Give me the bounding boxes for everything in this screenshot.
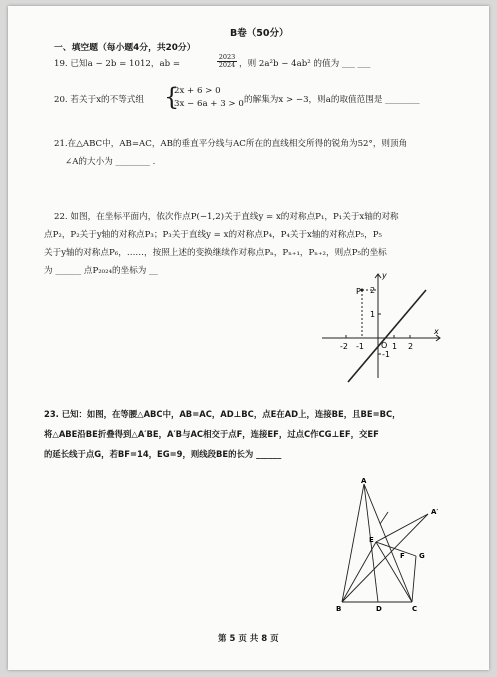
segment-a-prime-b xyxy=(342,514,428,602)
point-p-label: P xyxy=(356,287,361,296)
q19-frac-numerator: 2023 xyxy=(218,53,236,61)
annotation-mark xyxy=(380,512,388,524)
section-title: 一、填空题（每小题4分，共20分） xyxy=(54,43,196,53)
question-23-line-3 xyxy=(44,449,281,460)
q19-frac-denominator: 2024 xyxy=(218,61,236,69)
y-tick-label-neg1: -1 xyxy=(382,350,390,359)
label-e: E xyxy=(369,536,374,544)
label-d: D xyxy=(376,605,382,613)
q19-text-a: 已知a − 2b = 1012，ab = xyxy=(70,59,181,69)
q20-answer-blank[interactable]: ________ xyxy=(385,95,420,105)
label-a-prime: A′ xyxy=(431,508,439,516)
q19-text-b-line xyxy=(239,59,370,70)
q23-answer-blank[interactable]: ______ xyxy=(256,449,282,459)
segment-ab xyxy=(342,484,364,602)
y-tick-label-1: 1 xyxy=(370,310,376,319)
x-tick-label-neg2: -2 xyxy=(340,342,348,351)
line-y-equals-x xyxy=(348,290,426,382)
q23-text: 的延长线于点G，若BF=14，EG=9，则线段BE的长为 xyxy=(44,449,254,459)
label-b: B xyxy=(336,605,342,613)
y-axis-label: y xyxy=(382,271,387,280)
question-22-line-2: 点P₂，P₂关于y轴的对称点P₃；P₃关于直线y = x的对称点P₄，P₄关于x轴的对称点P₅，P₅ xyxy=(44,230,382,240)
q20-system-line-2: 3x − 6a + 3 > 0 xyxy=(174,99,244,109)
question-22-line-1: 22. 如图，在坐标平面内，依次作点P(−1,2)关于直线y = x的对称点P₁，P₁关于x轴的对称 xyxy=(54,212,399,222)
question-23-line-2: 将△ABE沿BE折叠得到△A′BE，A′B与AC相交于点F，连接EF，过点C作CG⊥EF，交EF xyxy=(44,429,379,439)
q22-text-a: 为 xyxy=(44,266,53,276)
segment-eg xyxy=(376,542,416,556)
label-g: G xyxy=(419,552,425,560)
q19-number: 19. xyxy=(54,59,68,69)
question-21-line-2 xyxy=(65,157,155,168)
page-footer: 第 5 页 共 8 页 xyxy=(218,634,279,644)
section-header: B卷（50分） xyxy=(230,28,289,39)
label-a: A xyxy=(361,477,367,485)
question-22-line-4 xyxy=(44,266,158,277)
q19-text-b: ，则 2a²b − 4ab² 的值为 xyxy=(239,59,340,69)
q20-brace: { xyxy=(164,83,180,111)
question-21-line-1: 21.在△ABC中，AB=AC，AB的垂直平分线与AC所在的直线相交所得的锐角为52°，则顶角 xyxy=(54,139,408,149)
question-22-line-3: 关于y轴的对称点P₆，……，按照上述的变换继续作对称点Pₙ，Pₙ₊₁，Pₙ₊₂，则点P₅的坐标 xyxy=(44,248,387,258)
q20-number: 20. xyxy=(54,95,68,105)
q21-answer-blank[interactable]: ________ xyxy=(115,157,150,167)
q20-text-b: 的解集为x > −3，则a的取值范围是 xyxy=(244,95,383,105)
q23-geometry-figure xyxy=(328,476,458,616)
point-p xyxy=(361,289,364,292)
question-20 xyxy=(54,95,144,106)
q22-text-b: 点P₂₀₂₄的坐标为 xyxy=(83,266,147,276)
q19-fraction xyxy=(217,54,237,69)
q20-system-line-1: 2x + 6 > 0 xyxy=(174,86,221,96)
y-tick-label-2: 2 xyxy=(370,286,376,295)
q20-text-b-line xyxy=(244,95,420,106)
label-c: C xyxy=(412,605,418,613)
exam-page xyxy=(8,6,489,670)
origin-label: O xyxy=(381,341,388,350)
question-19 xyxy=(54,59,180,70)
q22-coordinate-graph xyxy=(318,268,448,386)
q21-text: ∠A的大小为 xyxy=(65,157,113,167)
q22-answer-blank-1[interactable]: ______ xyxy=(55,266,82,276)
x-tick-label-1: 1 xyxy=(392,342,398,351)
segment-ce xyxy=(376,542,412,602)
q22-answer-blank-2[interactable]: __ xyxy=(149,266,158,276)
segment-cg xyxy=(412,556,416,602)
q19-answer-blank[interactable]: ___ ___ xyxy=(341,59,371,69)
q21-period: . xyxy=(152,157,156,167)
label-f: F xyxy=(400,552,405,560)
x-tick-label-neg1: -1 xyxy=(356,342,364,351)
x-tick-label-2: 2 xyxy=(408,342,414,351)
question-23-line-1: 23. 已知：如图，在等腰△ABC中，AB=AC，AD⊥BC，点E在AD上，连接BE，且BE=BC， xyxy=(44,409,401,419)
q20-text-a: 若关于x的不等式组 xyxy=(70,95,145,105)
x-axis-label: x xyxy=(434,327,439,336)
